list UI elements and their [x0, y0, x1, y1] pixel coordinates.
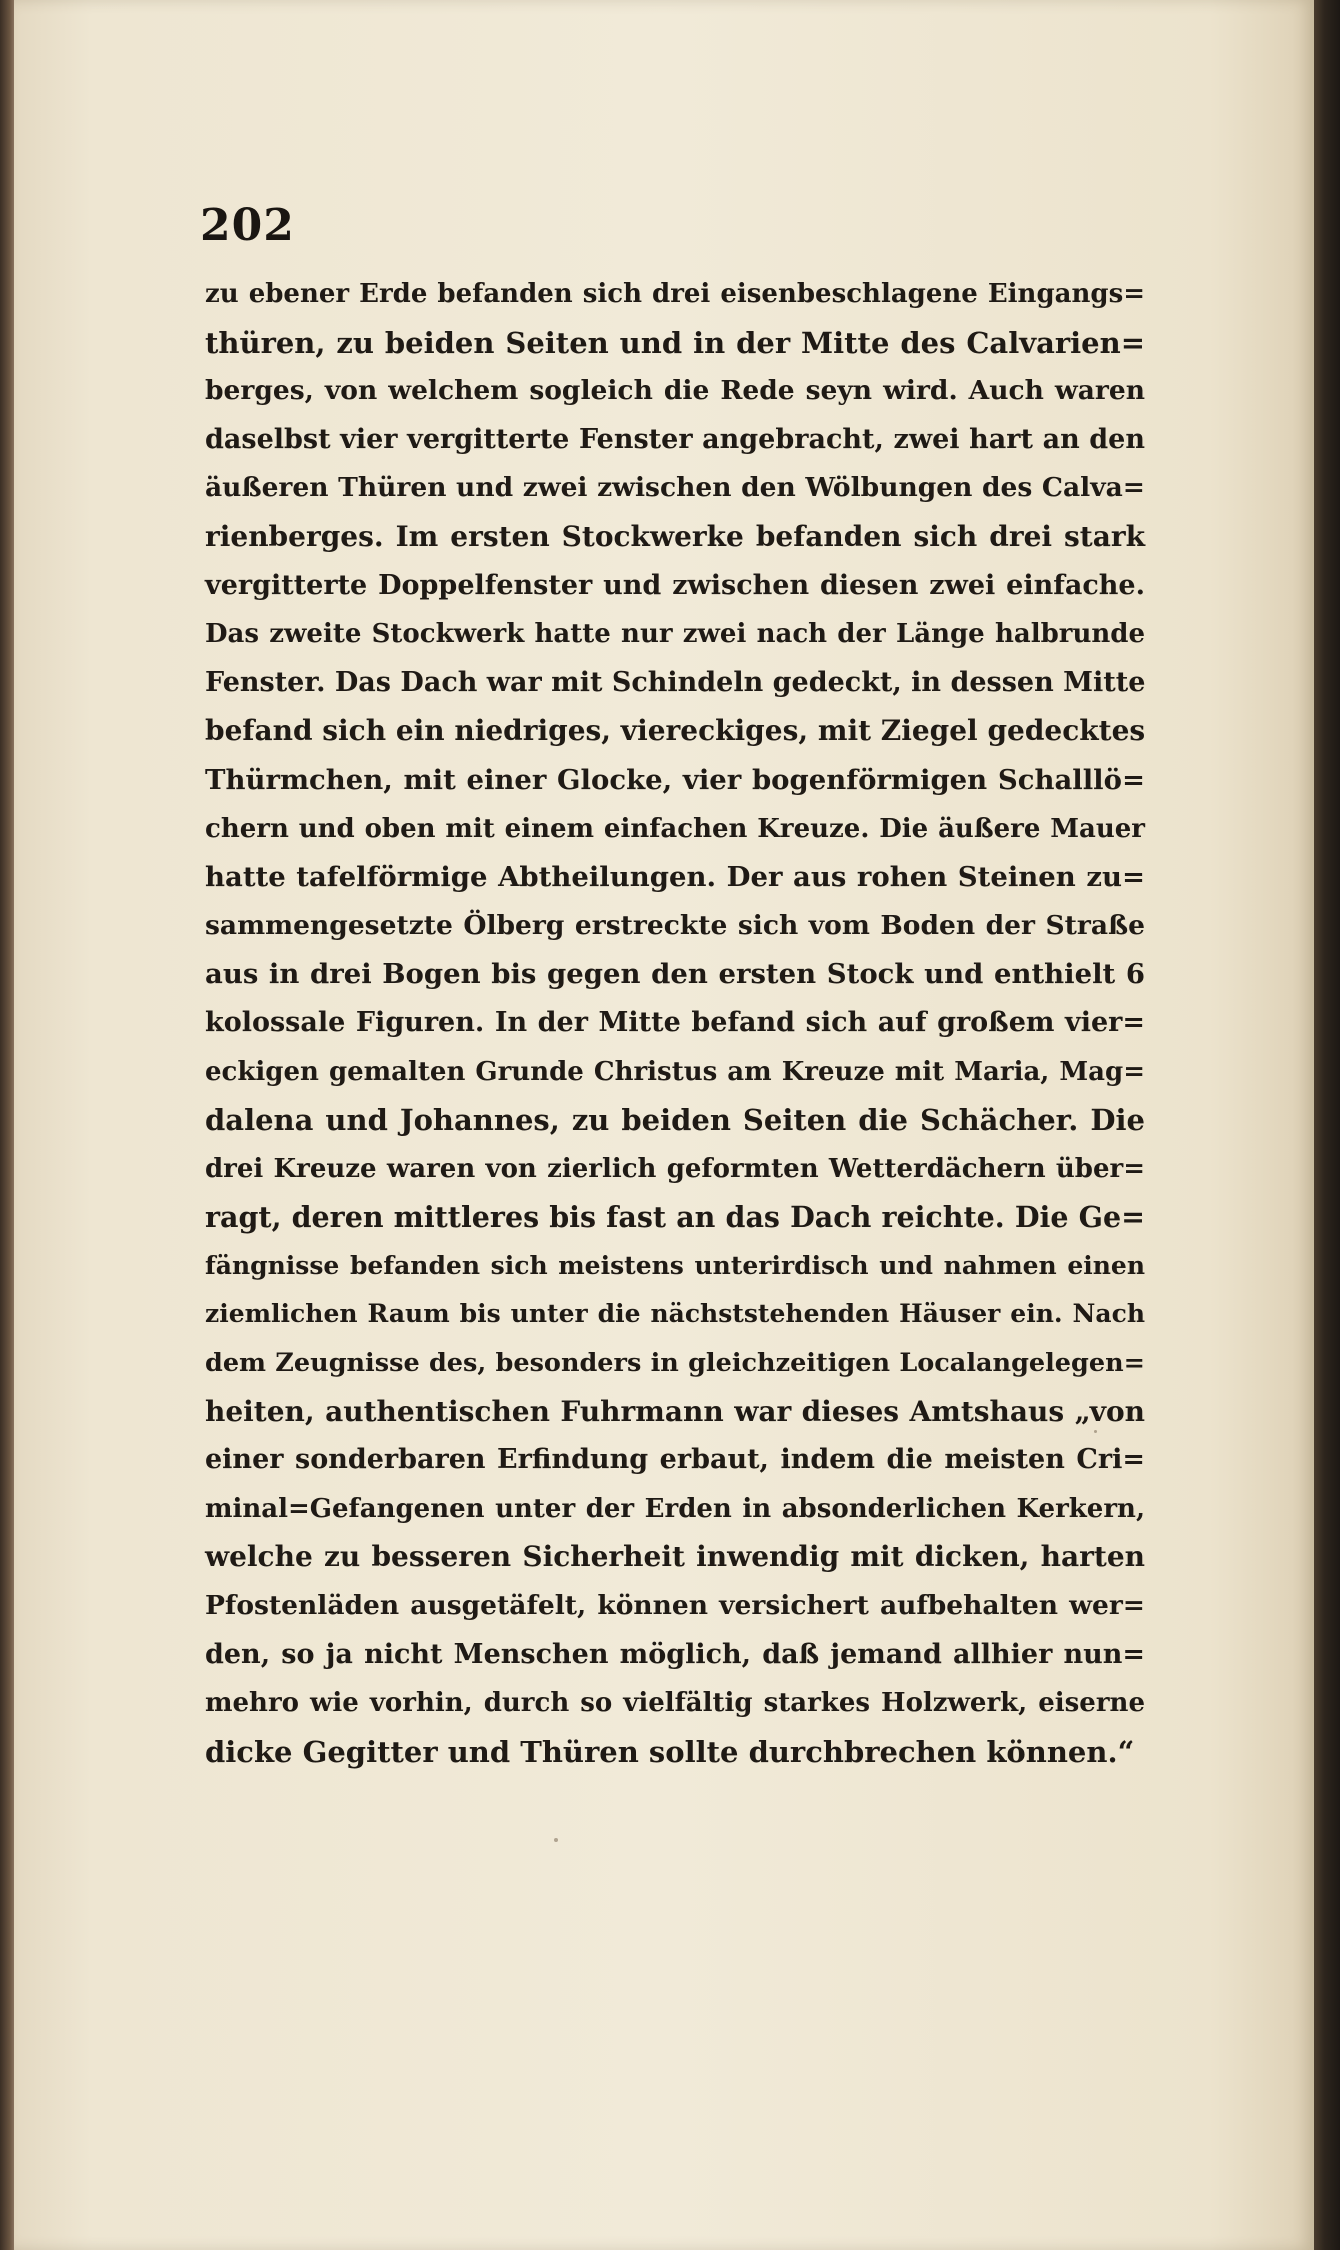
- text-line: vergitterte Doppelfenster und zwischen diesen zwei einfache.: [205, 569, 1145, 601]
- text-line: Fenster. Das Dach war mit Schindeln gedeckt, in dessen Mitte: [205, 666, 1146, 698]
- text-line: Thürmchen, mit einer Glocke, vier bogenförmigen Schalllö=: [205, 763, 1145, 796]
- page-edge-shadow: [1314, 0, 1340, 2250]
- text-line: äußeren Thüren und zwei zwischen den Wölbungen des Calva=: [205, 472, 1145, 504]
- binding-edge: [0, 0, 14, 2250]
- text-line: Das zweite Stockwerk hatte nur zwei nach der Länge halbrunde: [205, 619, 1145, 650]
- text-line: welche zu besseren Sicherheit inwendig mit dicken, harten: [205, 1540, 1145, 1574]
- text-line: berges, von welchem sogleich die Rede seyn wird. Auch waren: [205, 375, 1145, 407]
- text-line: eckigen gemalten Grunde Christus am Kreuze mit Maria, Mag=: [205, 1056, 1145, 1087]
- text-line: heiten, authentischen Fuhrmann war dieses Amtshaus „von: [205, 1394, 1145, 1428]
- text-line: mehro wie vorhin, durch so vielfältig starkes Holzwerk, eiserne: [205, 1688, 1145, 1719]
- text-line: aus in drei Bogen bis gegen den ersten Stock und enthielt 6: [205, 958, 1145, 991]
- body-text: [205, 270, 1145, 1776]
- text-line: drei Kreuze waren von zierlich geformten Wetterdächern über=: [205, 1153, 1145, 1184]
- text-line: daselbst vier vergitterte Fenster angebracht, zwei hart an den: [205, 423, 1145, 455]
- text-line: fängnisse befanden sich meistens unterirdisch und nahmen einen: [205, 1250, 1145, 1280]
- text-line: dem Zeugnisse des, besonders in gleichzeitigen Localangelegen=: [205, 1348, 1145, 1379]
- text-line: zu ebener Erde befanden sich drei eisenbeschlagene Eingangs=: [205, 279, 1145, 309]
- text-line: kolossale Figuren. In der Mitte befand sich auf großem vier=: [205, 1006, 1145, 1038]
- text-line: sammengesetzte Ölberg erstreckte sich vom Boden der Straße: [205, 909, 1145, 941]
- page-number: 202: [200, 200, 295, 251]
- text-line: minal=Gefangenen unter der Erden in absonderlichen Kerkern,: [205, 1493, 1145, 1524]
- text-line: rienberges. Im ersten Stockwerke befanden sich drei stark: [205, 519, 1145, 553]
- text-line: ragt, deren mittleres bis fast an das Dach reichte. Die Ge=: [205, 1200, 1145, 1235]
- text-line: dicke Gegitter und Thüren sollte durchbrechen können.“: [205, 1734, 1135, 1769]
- text-line: einer sonderbaren Erfindung erbaut, indem die meisten Cri=: [205, 1444, 1145, 1476]
- text-line: hatte tafelförmige Abtheilungen. Der aus rohen Steinen zu=: [205, 861, 1145, 894]
- text-line: chern und oben mit einem einfachen Kreuze. Die äußere Mauer: [205, 813, 1145, 844]
- text-line: befand sich ein niedriges, viereckiges, mit Ziegel gedecktes: [205, 714, 1146, 748]
- text-line: dalena und Johannes, zu beiden Seiten die Schächer. Die: [205, 1103, 1145, 1138]
- paper-speck: [554, 1838, 558, 1842]
- text-line: ziemlichen Raum bis unter die nächststehenden Häuser ein. Nach: [205, 1299, 1145, 1329]
- text-line: thüren, zu beiden Seiten und in der Mitte des Calvarien=: [205, 325, 1145, 360]
- text-line: den, so ja nicht Menschen möglich, daß jemand allhier nun=: [205, 1638, 1145, 1670]
- text-line: Pfostenläden ausgetäfelt, können versichert aufbehalten wer=: [205, 1590, 1145, 1622]
